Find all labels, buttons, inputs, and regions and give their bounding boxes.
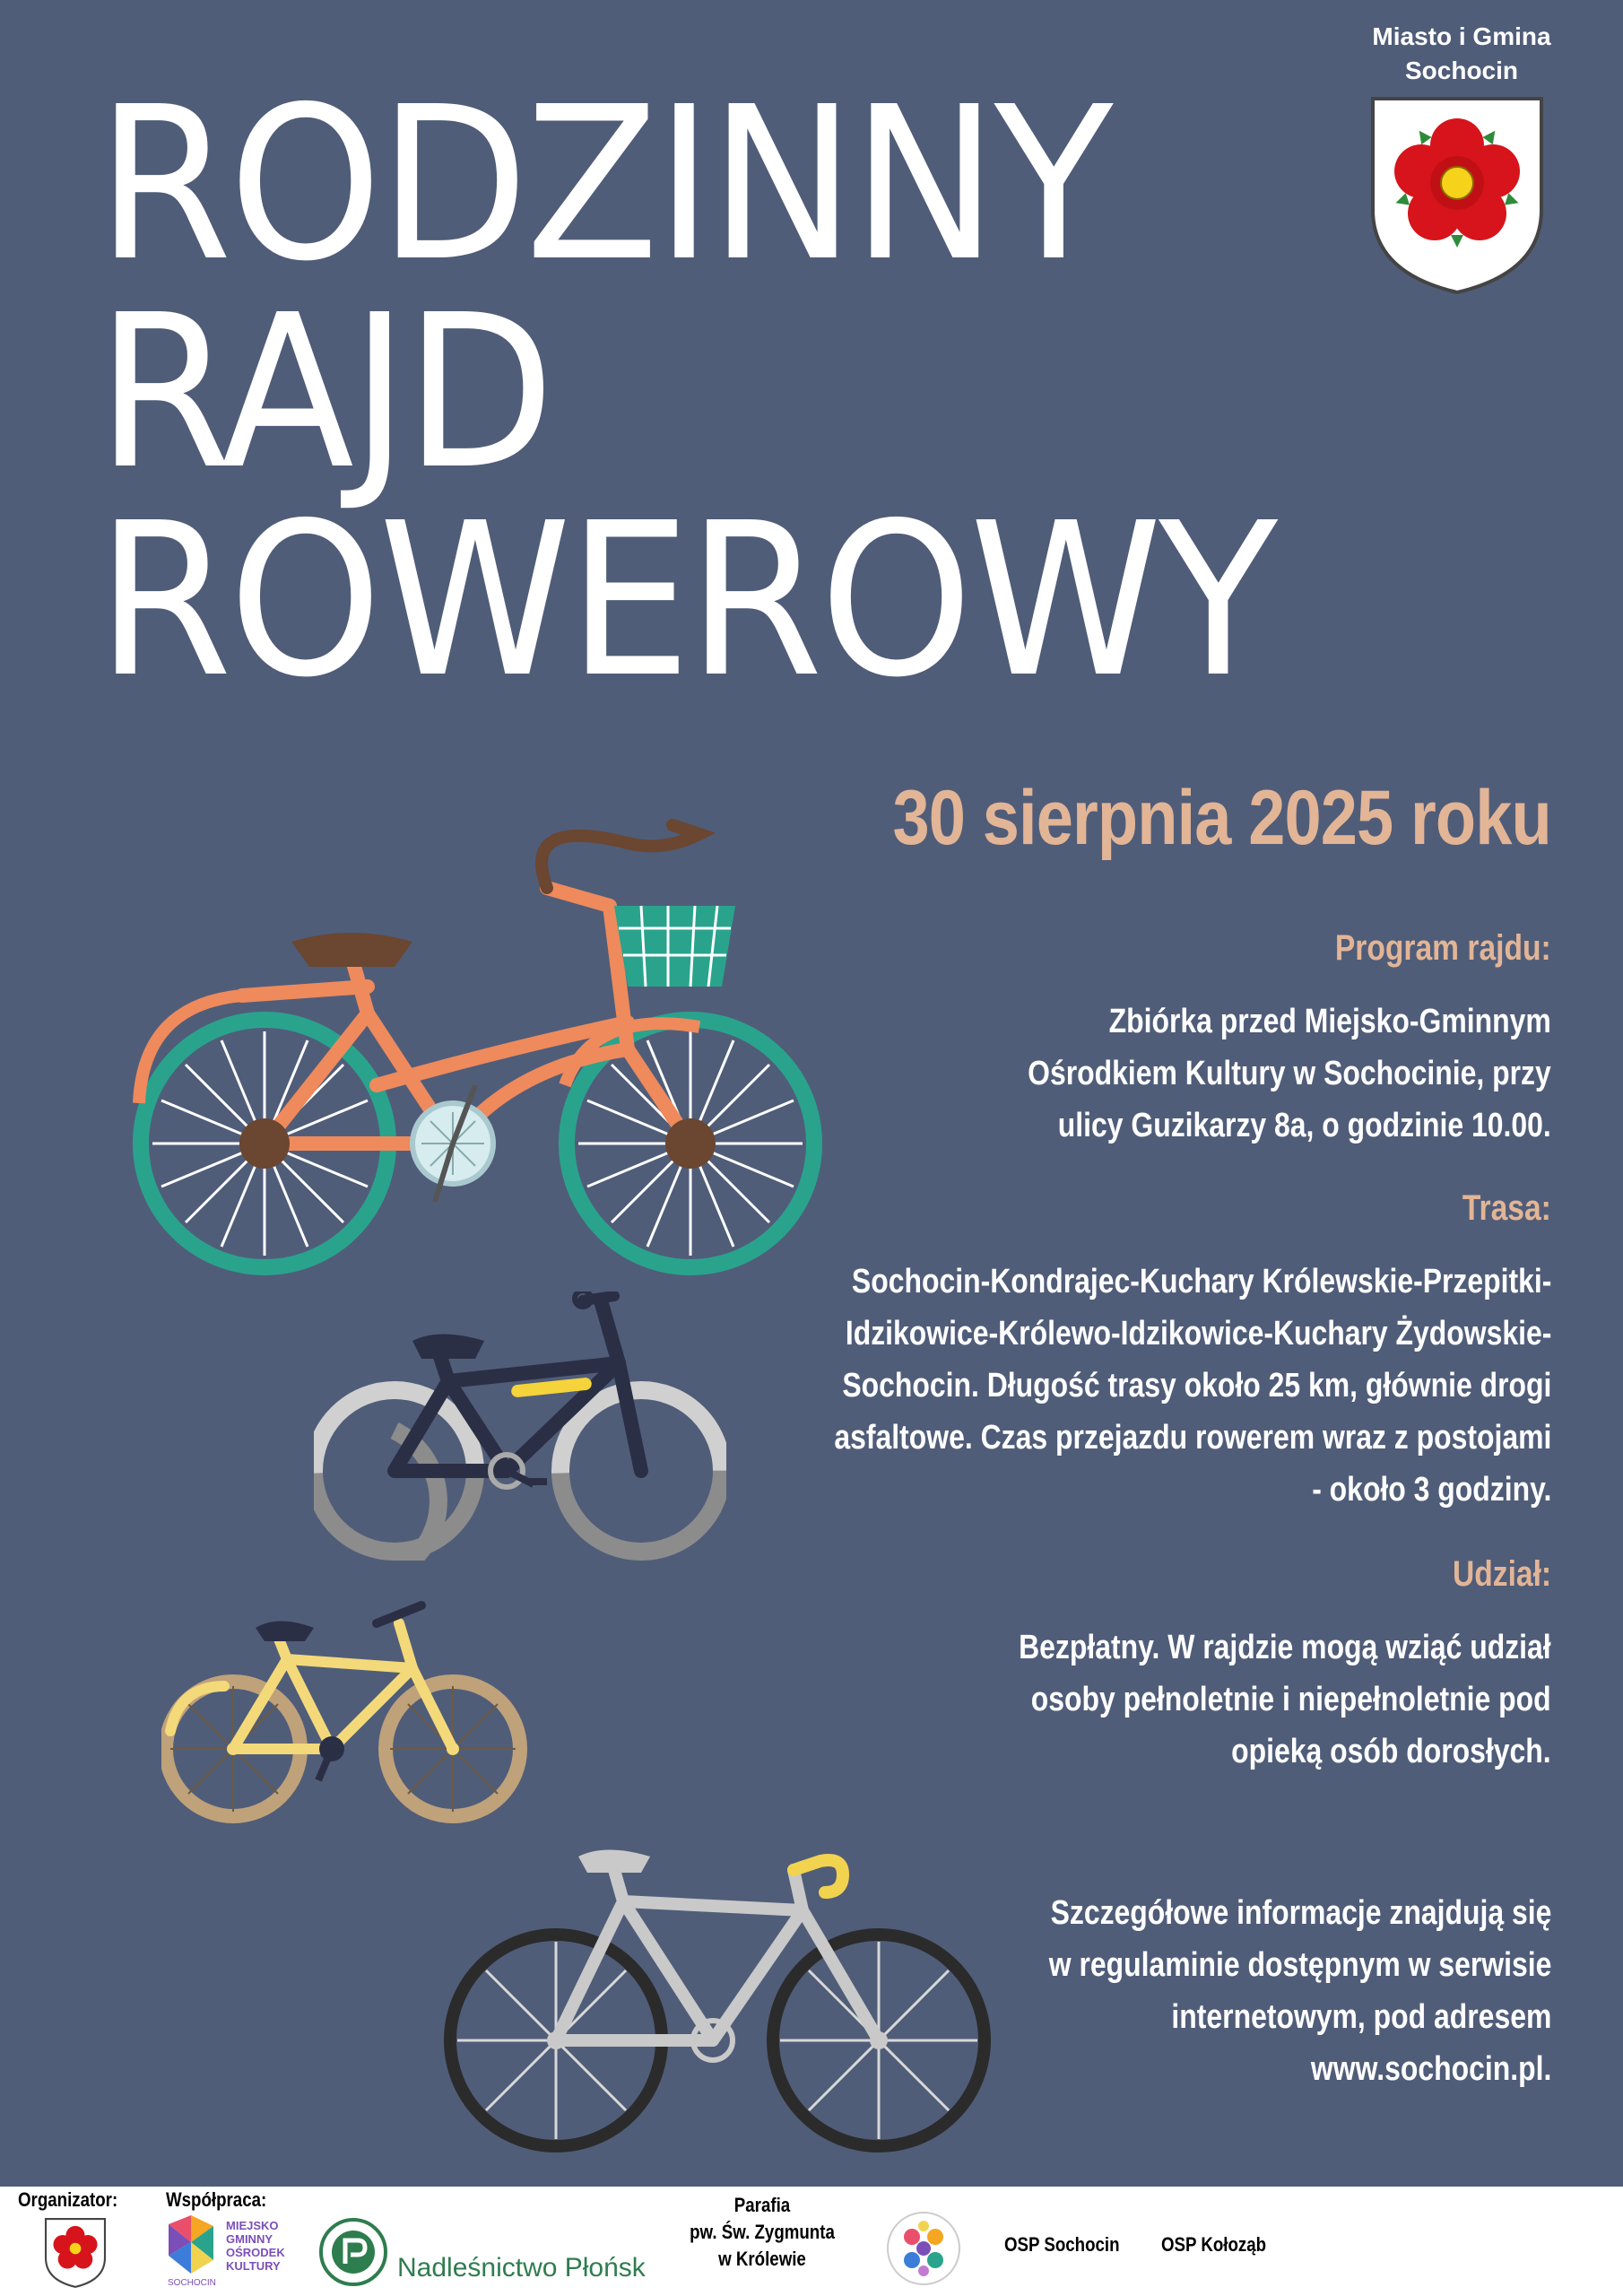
mgok-logo-icon <box>164 2215 218 2278</box>
nadlesnictwo-name: Nadleśnictwo Płońsk <box>397 2253 646 2283</box>
orange-bike-icon <box>126 816 834 1283</box>
parish-name <box>671 2192 854 2273</box>
route-text: Sochocin-Kondrajec-Kuchary Królewskie-Przepitki- Idzikowice-Królewo-Idzikowice-Kuchary Żydowskie- Sochocin. Długość trasy około 25 km, głównie drogi asfaltowe. Czas przejazdu rowerem wraz z postojami - około 3 godziny. <box>834 1263 1551 1509</box>
lasy-panstwowe-logo-icon <box>318 2217 388 2287</box>
organizer-crest-icon <box>43 2217 108 2289</box>
parish-line-3: w Królewie <box>718 2248 806 2270</box>
mgok-logo-text: MIEJSKO GMINNY OŚRODEK KULTURY <box>226 2219 285 2273</box>
parish-line-1: Parafia <box>733 2194 791 2216</box>
osp-sochocin: OSP Sochocin <box>1004 2233 1120 2256</box>
guzik-logo-icon <box>883 2208 964 2289</box>
organizer-label: Organizator: <box>18 2188 118 2211</box>
title-line-2: RAJD <box>97 269 552 516</box>
program-text: Zbiórka przed Miejsko-Gminnym Ośrodkiem Kultury w Sochocinie, przy ulicy Guzikarzy 8a, o godzinie 10.00. <box>1028 1003 1551 1144</box>
crest-caption-line-2: Sochocin <box>1404 57 1518 84</box>
poster-title <box>97 61 1275 724</box>
participation-text: Bezpłatny. W rajdzie mogą wziąć udział osoby pełnoletnie i niepełnoletnie pod opieką osób dorosłych. <box>1019 1629 1551 1770</box>
coat-of-arms-rose-icon <box>1367 93 1547 298</box>
title-line-1: RODZINNY <box>97 61 1110 308</box>
crest-caption-line-1: Miasto i Gmina <box>1372 22 1551 50</box>
osp-kolozab: OSP Kołoząb <box>1161 2233 1267 2256</box>
participation-heading: Udział: <box>1452 1554 1551 1594</box>
parish-line-2: pw. Św. Zygmunta <box>690 2221 835 2243</box>
route-heading: Trasa: <box>1462 1188 1551 1228</box>
yellow-bike-icon <box>161 1587 538 1830</box>
title-line-3: ROWEROWY <box>97 477 1275 724</box>
program-heading: Program rajdu: <box>1335 928 1551 968</box>
details-text: Szczegółowe informacje znajdują się w regulaminie dostępnym w serwisie internetowym, pod adresem www.sochocin.pl. <box>1048 1894 1551 2088</box>
grey-road-bike-icon <box>444 1821 991 2161</box>
dark-bike-icon <box>314 1292 726 1561</box>
event-date: 30 sierpnia 2025 roku <box>892 775 1551 861</box>
crest-caption <box>1345 20 1578 88</box>
mgok-logo-sub: SOCHOCIN <box>168 2278 216 2288</box>
cooperation-label: Współpraca: <box>166 2188 267 2211</box>
